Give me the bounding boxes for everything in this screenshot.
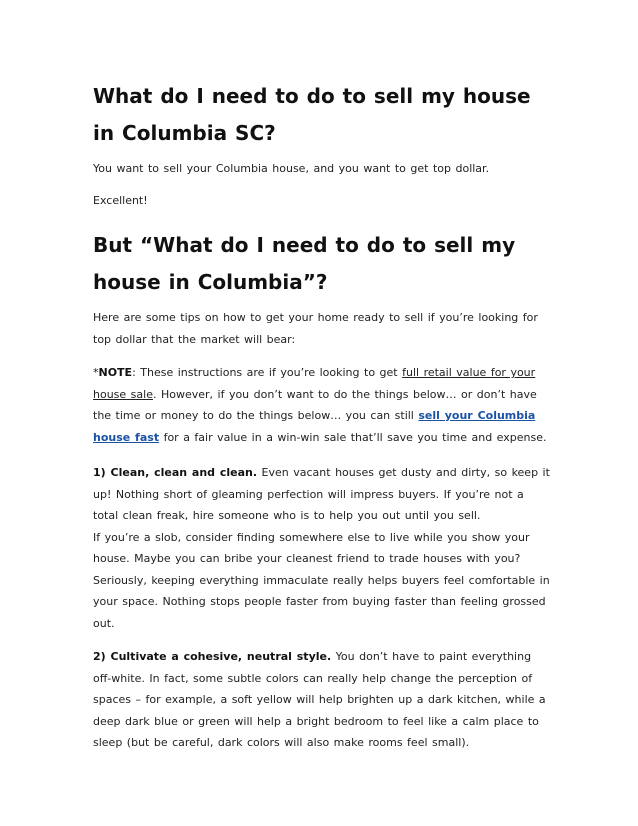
excellent-paragraph: Excellent! — [93, 193, 148, 207]
tip1-text-1: Even vacant houses get dusty and dirty, so keep it up! Nothing short of gleaming perfection will impress buyers. If you’re not a total clean freak, hire someone who is to help you out until you sell. — [93, 466, 550, 522]
tip1-paragraph-2: If you’re a slob, consider finding somewhere else to live while you show your house. Maybe you can bribe your cleanest friend to trade houses with you? Seriously, keeping everything immaculate really helps buyers feel comfortable in your space. Nothing stops people faster from buying faster than feeling grossed out. — [93, 530, 550, 630]
note-paragraph — [93, 362, 553, 448]
tip2-text: You don’t have to paint everything off-white. In fact, some subtle colors can really help change the perception of spaces – for example, a soft yellow will help brighten up a dark kitchen, while a deep dark blue or green will help a bright bedroom to feel like a calm place to sleep (but be careful, dark colors will also make rooms feel small). — [93, 650, 546, 749]
tip1-paragraph — [93, 462, 553, 527]
note-prefix: * — [93, 366, 99, 379]
note-text-3: for a fair value in a win-win sale that’ll save you time and expense. — [159, 430, 547, 444]
document-page — [93, 78, 553, 754]
note-label: NOTE — [98, 366, 133, 379]
sell-house-fast-link[interactable]: sell your Columbia house fast — [93, 409, 536, 444]
tip2-paragraph — [93, 646, 553, 754]
page-title: What do I need to do to sell my house in Columbia SC? — [93, 84, 531, 145]
full-retail-value-link[interactable]: full retail value for your house sale — [93, 366, 536, 401]
intro-paragraph: You want to sell your Columbia house, and you want to get top dollar. — [93, 162, 490, 175]
note-text-2: . However, if you don’t want to do the things below… or don’t have the time or money to do the things below… you can still — [93, 387, 537, 422]
tip1-title: 1) Clean, clean and clean. — [93, 466, 258, 479]
tip2-title: 2) Cultivate a cohesive, neutral style. — [93, 650, 332, 663]
tips-intro-paragraph: Here are some tips on how to get your home ready to sell if you’re looking for top dollar that the market will bear: — [93, 311, 538, 346]
section-heading: But “What do I need to do to sell my house in Columbia”? — [93, 233, 516, 294]
note-text-1: : These instructions are if you’re looking to get — [132, 366, 403, 379]
